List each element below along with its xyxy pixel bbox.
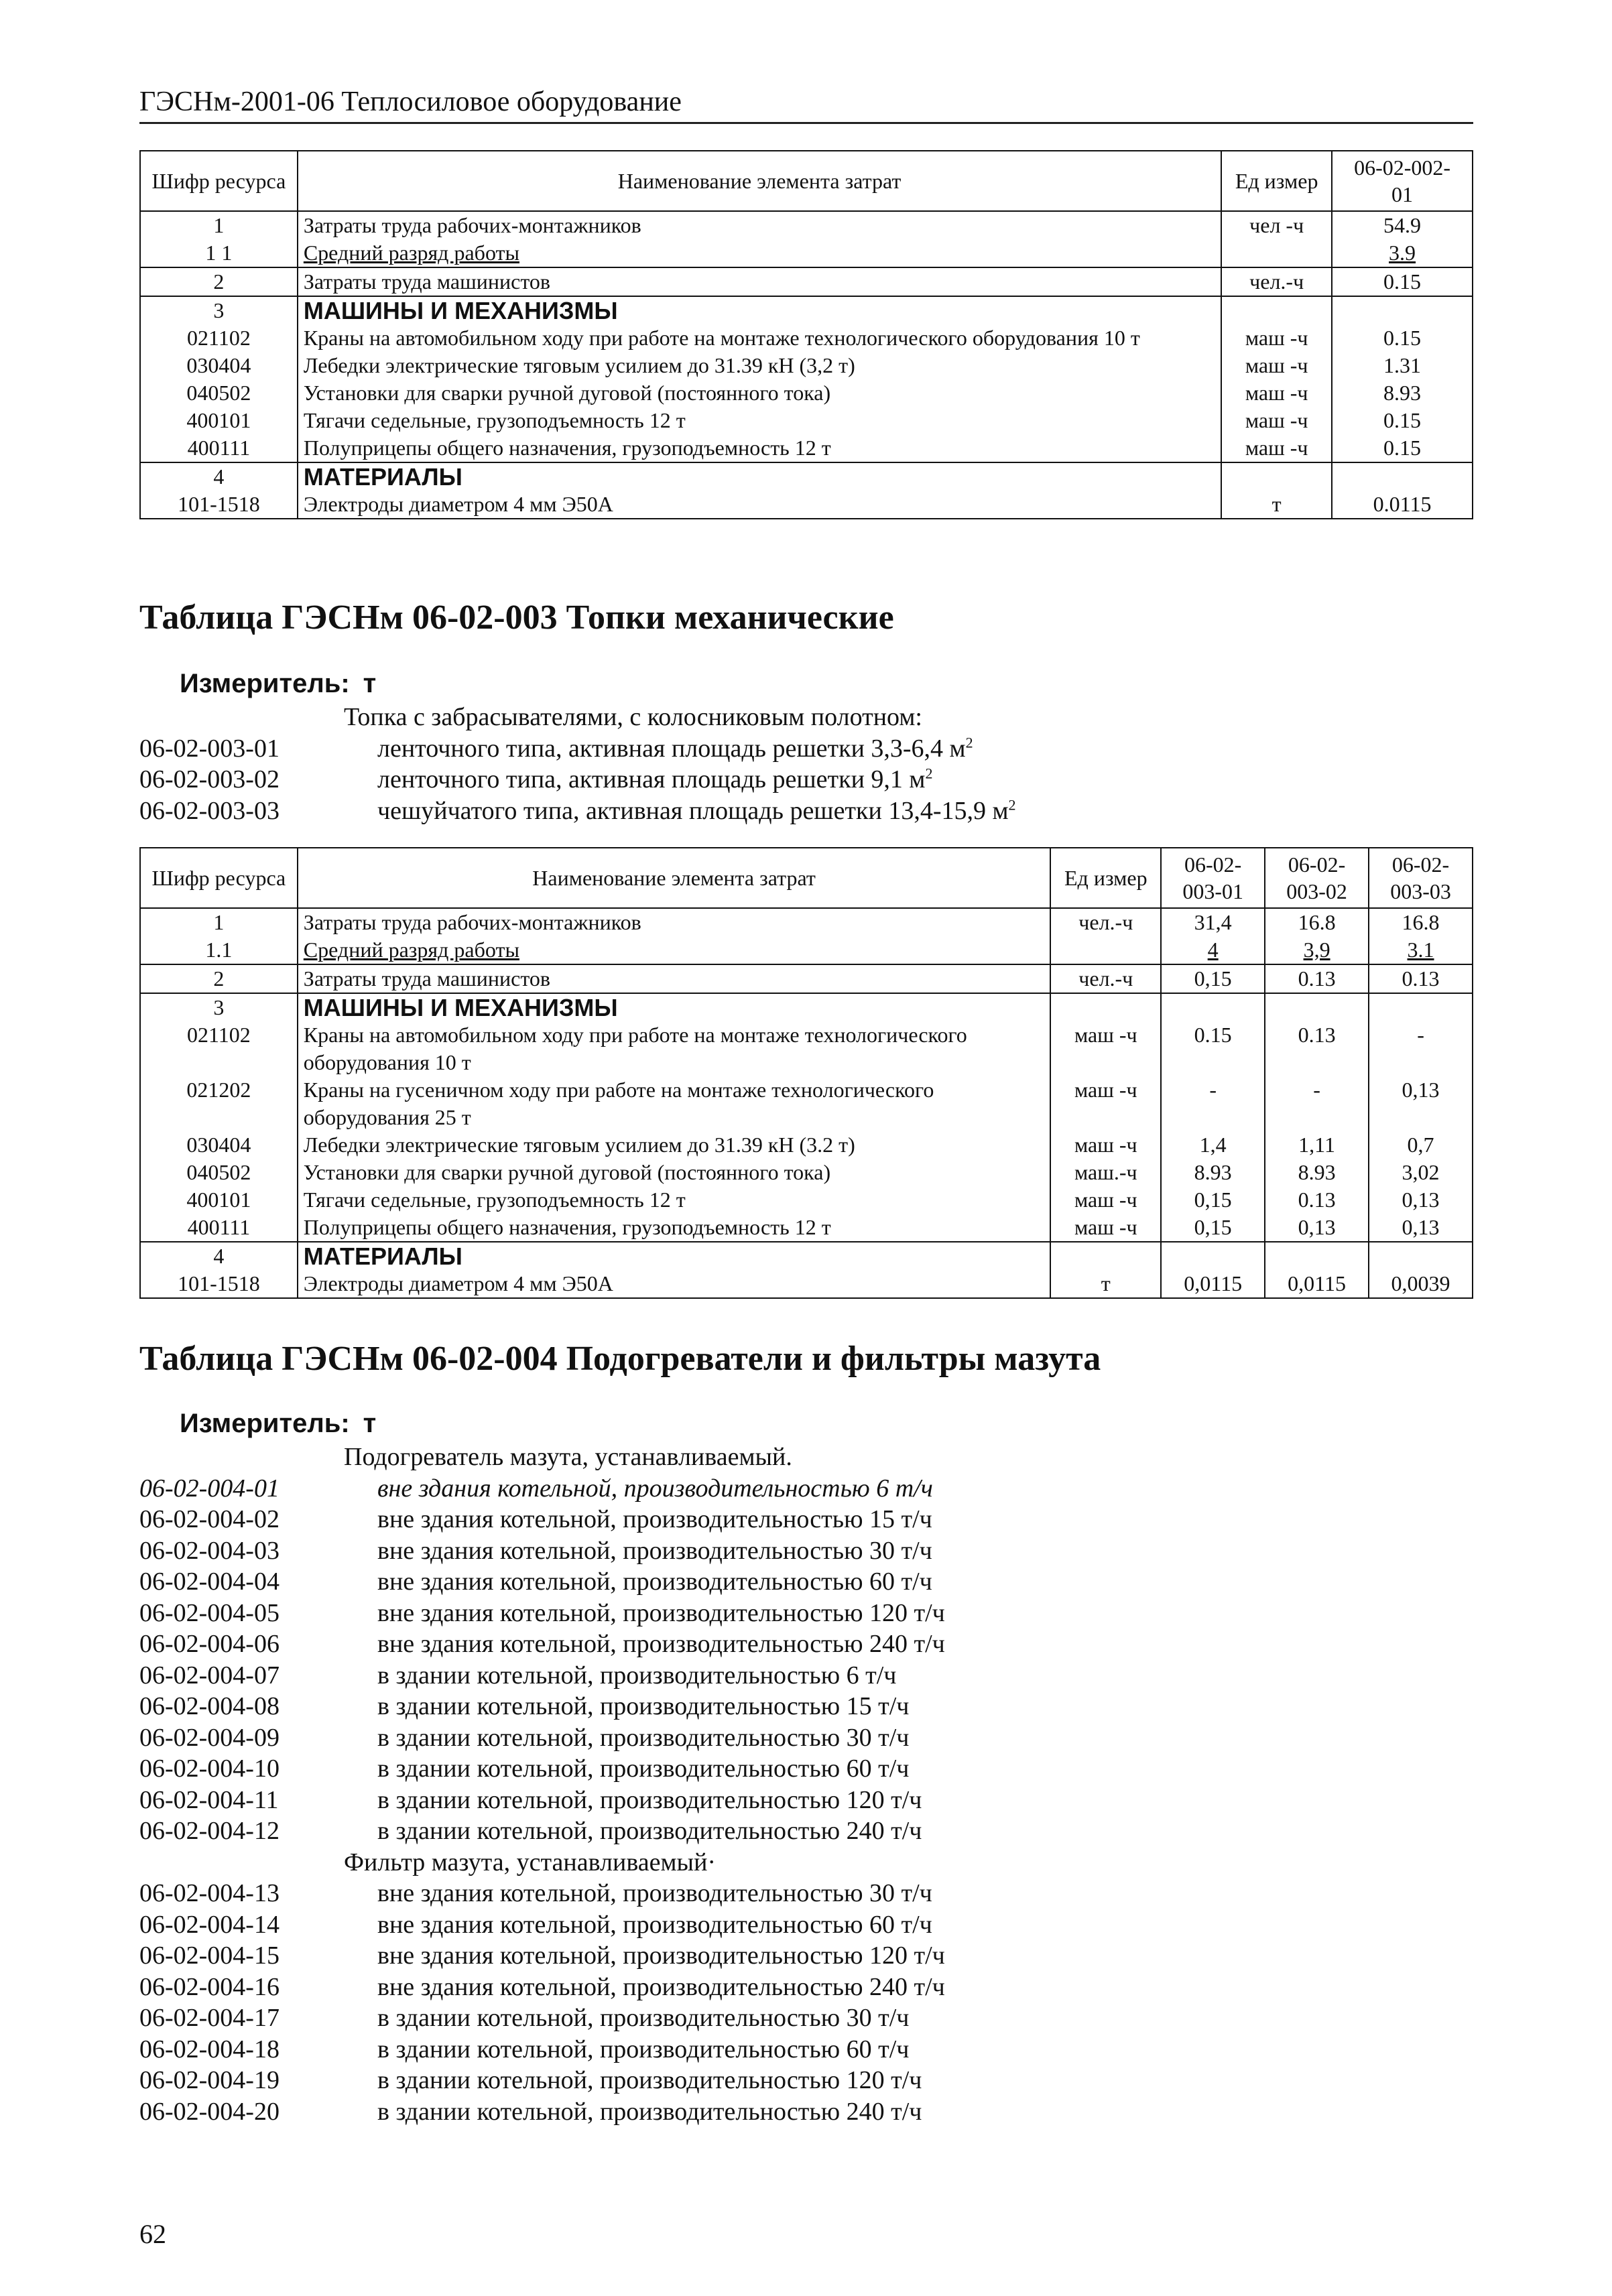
table-row — [140, 1242, 1473, 1270]
row-unit: маш -ч — [1050, 1214, 1161, 1242]
item-code: 06-02-004-06 — [139, 1630, 280, 1658]
row-value-02: 3,9 — [1265, 936, 1369, 964]
row-name: Полуприцепы общего назначения, грузоподъемность 12 т — [298, 1214, 1051, 1242]
row-code: 400111 — [140, 434, 298, 462]
row-code: 3 — [140, 993, 298, 1021]
item-text: вне здания котельной, производительностью 30 т/ч — [377, 1536, 932, 1565]
row-unit: т — [1050, 1270, 1161, 1298]
column-header-name: Наименование элемента затрат — [298, 151, 1221, 211]
table-row — [140, 1270, 1473, 1298]
row-unit — [1221, 462, 1332, 491]
table-row — [140, 1131, 1473, 1159]
row-code: 400111 — [140, 1214, 298, 1242]
row-name: Установки для сварки ручной дуговой (постоянного тока) — [298, 379, 1221, 407]
row-value: 0.15 — [1332, 434, 1473, 462]
item-code: 06-02-004-15 — [139, 1941, 280, 1970]
row-value-01: 0,15 — [1161, 1186, 1265, 1214]
item-code: 06-02-003-03 — [139, 796, 280, 825]
row-name: Лебедки электрические тяговым усилием до 31.39 кН (3,2 т) — [298, 352, 1221, 379]
row-value-02: 0.13 — [1265, 1186, 1369, 1214]
table-row — [140, 993, 1473, 1021]
row-value-03: 0,13 — [1369, 1214, 1473, 1242]
row-unit: маш -ч — [1221, 324, 1332, 352]
header-rule — [139, 122, 1473, 124]
row-value-01: 0.15 — [1161, 1021, 1265, 1076]
item-code: 06-02-004-20 — [139, 2097, 280, 2126]
row-value-03: 3.1 — [1369, 936, 1473, 964]
item-text: в здании котельной, производительностью 15 т/ч — [377, 1692, 910, 1720]
item-code: 06-02-004-18 — [139, 2035, 280, 2063]
table-row — [140, 267, 1473, 296]
row-unit: маш -ч — [1221, 352, 1332, 379]
row-value-02: 1,11 — [1265, 1131, 1369, 1159]
measure-line — [180, 667, 376, 699]
item-code: 06-02-004-16 — [139, 1972, 280, 2001]
row-value-03: 0,13 — [1369, 1186, 1473, 1214]
row-name: Электроды диаметром 4 мм Э50А — [298, 491, 1221, 519]
row-value-01: 0,15 — [1161, 1214, 1265, 1242]
item-code: 06-02-004-13 — [139, 1879, 280, 1907]
column-header-norm: 06-02-002-01 — [1332, 151, 1473, 211]
row-code: 4 — [140, 1242, 298, 1270]
table-row — [140, 1159, 1473, 1186]
group-text: Топка с забрасывателями, с колосниковым полотном: — [344, 703, 922, 731]
row-unit: маш -ч — [1050, 1131, 1161, 1159]
row-value-03: 0,7 — [1369, 1131, 1473, 1159]
row-name: Затраты труда рабочих-монтажников — [298, 908, 1051, 936]
item-text: в здании котельной, производительностью 120 т/ч — [377, 1785, 922, 1814]
item-code: 06-02-004-09 — [139, 1723, 280, 1752]
item-text: чешуйчатого типа, активная площадь решетки 13,4-15,9 м — [377, 796, 1009, 825]
row-code: 021102 — [140, 1021, 298, 1076]
item-sup: 2 — [1008, 795, 1016, 813]
row-unit: маш -ч — [1050, 1186, 1161, 1214]
resource-table-06-02-003 — [139, 847, 1473, 1299]
row-unit: чел.-ч — [1050, 964, 1161, 993]
item-text: в здании котельной, производительностью 6 т/ч — [377, 1661, 897, 1689]
table-row — [140, 1076, 1473, 1131]
row-code: 030404 — [140, 1131, 298, 1159]
row-unit: чел -ч — [1221, 211, 1332, 239]
item-text: в здании котельной, производительностью 240 т/ч — [377, 1817, 922, 1845]
row-unit: маш -ч — [1221, 434, 1332, 462]
table-row — [140, 211, 1473, 239]
row-value: 1.31 — [1332, 352, 1473, 379]
page-number: 62 — [139, 2219, 166, 2249]
table-row — [140, 407, 1473, 434]
row-value-03 — [1369, 1242, 1473, 1270]
row-code: 021202 — [140, 1076, 298, 1131]
row-code: 040502 — [140, 379, 298, 407]
column-header-norm-02: 06-02-003-02 — [1265, 848, 1369, 908]
row-value: 0.15 — [1332, 407, 1473, 434]
measure-label: Измеритель: — [180, 669, 350, 698]
row-name: Установки для сварки ручной дуговой (постоянного тока) — [298, 1159, 1051, 1186]
row-code: 4 — [140, 462, 298, 491]
table-row — [140, 491, 1473, 519]
item-text: вне здания котельной, производительностью 120 т/ч — [377, 1598, 945, 1627]
row-value-02 — [1265, 993, 1369, 1021]
row-value-01: 31,4 — [1161, 908, 1265, 936]
row-name: Средний разряд работы — [298, 936, 1051, 964]
table-row — [140, 1021, 1473, 1076]
group-text: Подогреватель мазута, устанавливаемый. — [344, 1443, 792, 1471]
item-text: вне здания котельной, производительностью 15 т/ч — [377, 1505, 932, 1533]
measure-label: Измеритель: — [180, 1409, 350, 1438]
row-code: 1 1 — [140, 239, 298, 267]
section-heading-machines: МАШИНЫ И МЕХАНИЗМЫ — [298, 296, 1221, 324]
row-unit: чел.-ч — [1221, 267, 1332, 296]
row-unit: маш.-ч — [1050, 1159, 1161, 1186]
row-unit — [1050, 936, 1161, 964]
row-name: Краны на гусеничном ходу при работе на монтаже технологического оборудования 25 т — [298, 1076, 1051, 1131]
table-row — [140, 296, 1473, 324]
row-value: 3.9 — [1332, 239, 1473, 267]
table-row — [140, 462, 1473, 491]
row-value-03: 3,02 — [1369, 1159, 1473, 1186]
column-header-unit: Ед измер — [1050, 848, 1161, 908]
item-code: 06-02-004-05 — [139, 1598, 280, 1627]
row-name: Полуприцепы общего назначения, грузоподъемность 12 т — [298, 434, 1221, 462]
item-code: 06-02-004-03 — [139, 1536, 280, 1565]
row-value-01: 1,4 — [1161, 1131, 1265, 1159]
row-value-01: - — [1161, 1076, 1265, 1131]
row-unit: маш -ч — [1050, 1076, 1161, 1131]
item-code: 06-02-004-19 — [139, 2066, 280, 2094]
item-code: 06-02-004-17 — [139, 2004, 280, 2032]
row-name: Затраты труда рабочих-монтажников — [298, 211, 1221, 239]
table-row — [140, 964, 1473, 993]
row-name: Краны на автомобильном ходу при работе на монтаже технологического оборудования 10 т — [298, 324, 1221, 352]
row-code: 021102 — [140, 324, 298, 352]
column-header-unit: Ед измер — [1221, 151, 1332, 211]
row-value-02: 0.13 — [1265, 1021, 1369, 1076]
row-code: 1 — [140, 211, 298, 239]
item-text: вне здания котельной, производительностью 6 т/ч — [377, 1474, 933, 1503]
row-name: Краны на автомобильном ходу при работе на монтаже технологического оборудования 10 т — [298, 1021, 1051, 1076]
row-unit — [1221, 296, 1332, 324]
row-value-01 — [1161, 1242, 1265, 1270]
item-text: в здании котельной, производительностью 60 т/ч — [377, 1755, 910, 1783]
row-value-03: 0,0039 — [1369, 1270, 1473, 1298]
row-code: 400101 — [140, 1186, 298, 1214]
row-name: Затраты труда машинистов — [298, 964, 1051, 993]
row-unit — [1050, 1242, 1161, 1270]
row-code: 1.1 — [140, 936, 298, 964]
item-code: 06-02-004-01 — [139, 1474, 280, 1503]
measure-unit: т — [363, 669, 377, 698]
item-text: вне здания котельной, производительностью 60 т/ч — [377, 1568, 932, 1596]
row-name: Электроды диаметром 4 мм Э50А — [298, 1270, 1051, 1298]
item-code: 06-02-004-11 — [139, 1785, 279, 1814]
row-unit: маш -ч — [1050, 1021, 1161, 1076]
row-value-01: 4 — [1161, 936, 1265, 964]
table-row — [140, 239, 1473, 267]
row-value-01: 0,15 — [1161, 964, 1265, 993]
measure-unit: т — [363, 1409, 377, 1438]
row-value-02: 0,0115 — [1265, 1270, 1369, 1298]
row-name: Затраты труда машинистов — [298, 267, 1221, 296]
item-code: 06-02-003-02 — [139, 765, 280, 793]
row-value: 0.15 — [1332, 267, 1473, 296]
item-text: вне здания котельной, производительностью 240 т/ч — [377, 1972, 945, 2001]
section-heading-materials: МАТЕРИАЛЫ — [298, 462, 1221, 491]
column-header-name: Наименование элемента затрат — [298, 848, 1051, 908]
row-value-01 — [1161, 993, 1265, 1021]
row-code: 1 — [140, 908, 298, 936]
row-name: Средний разряд работы — [298, 239, 1221, 267]
row-code: 101-1518 — [140, 491, 298, 519]
row-value: 0.0115 — [1332, 491, 1473, 519]
column-header-code: Шифр ресурса — [140, 151, 298, 211]
row-unit — [1050, 993, 1161, 1021]
row-name: Тягачи седельные, грузоподъемность 12 т — [298, 1186, 1051, 1214]
item-text: в здании котельной, производительностью 240 т/ч — [377, 2097, 922, 2126]
row-name: Тягачи седельные, грузоподъемность 12 т — [298, 407, 1221, 434]
table-row — [140, 434, 1473, 462]
row-code: 040502 — [140, 1159, 298, 1186]
row-value-02: 8.93 — [1265, 1159, 1369, 1186]
item-code: 06-02-004-08 — [139, 1692, 280, 1720]
table-row — [140, 1186, 1473, 1214]
item-code: 06-02-004-04 — [139, 1568, 280, 1596]
item-text: в здании котельной, производительностью 30 т/ч — [377, 2004, 910, 2032]
row-unit: маш -ч — [1221, 379, 1332, 407]
row-value-03: 0.13 — [1369, 964, 1473, 993]
item-text: вне здания котельной, производительностью 60 т/ч — [377, 1910, 932, 1939]
row-code: 2 — [140, 267, 298, 296]
row-value-02: - — [1265, 1076, 1369, 1131]
item-code: 06-02-004-14 — [139, 1910, 280, 1939]
column-header-code: Шифр ресурса — [140, 848, 298, 908]
item-text: вне здания котельной, производительностью 30 т/ч — [377, 1879, 932, 1907]
row-value: 8.93 — [1332, 379, 1473, 407]
row-value: 54.9 — [1332, 211, 1473, 239]
row-value-02: 0,13 — [1265, 1214, 1369, 1242]
measure-line — [180, 1407, 376, 1439]
row-unit — [1221, 239, 1332, 267]
item-sup: 2 — [925, 765, 933, 782]
row-value-01: 8.93 — [1161, 1159, 1265, 1186]
section-heading-machines: МАШИНЫ И МЕХАНИЗМЫ — [298, 993, 1051, 1021]
row-unit: т — [1221, 491, 1332, 519]
table-row — [140, 324, 1473, 352]
row-name: Лебедки электрические тяговым усилием до 31.39 кН (3.2 т) — [298, 1131, 1051, 1159]
item-text: в здании котельной, производительностью 30 т/ч — [377, 1723, 910, 1752]
column-header-norm-01: 06-02-003-01 — [1161, 848, 1265, 908]
item-code: 06-02-004-07 — [139, 1661, 280, 1689]
row-code: 3 — [140, 296, 298, 324]
row-value — [1332, 462, 1473, 491]
item-text: вне здания котельной, производительностью 240 т/ч — [377, 1630, 945, 1658]
table-row — [140, 352, 1473, 379]
section-heading-materials: МАТЕРИАЛЫ — [298, 1242, 1051, 1270]
row-value-02: 16.8 — [1265, 908, 1369, 936]
item-code: 06-02-004-10 — [139, 1755, 280, 1783]
table-row — [140, 379, 1473, 407]
row-value-03 — [1369, 993, 1473, 1021]
group-text: Фильтр мазута, устанавливаемый· — [344, 1848, 717, 1876]
row-value-02 — [1265, 1242, 1369, 1270]
row-value-01: 0,0115 — [1161, 1270, 1265, 1298]
running-header: ГЭСНм-2001-06 Теплосиловое оборудование — [139, 86, 682, 117]
row-value: 0.15 — [1332, 324, 1473, 352]
resource-table-06-02-002 — [139, 150, 1473, 519]
section-title-06-02-003: Таблица ГЭСНм 06-02-003 Топки механические — [139, 598, 894, 637]
item-text: ленточного типа, активная площадь решетки 3,3-6,4 м — [377, 734, 966, 763]
item-sup: 2 — [965, 733, 973, 751]
row-code: 2 — [140, 964, 298, 993]
row-code: 400101 — [140, 407, 298, 434]
section-title-06-02-004: Таблица ГЭСНм 06-02-004 Подогреватели и фильтры мазута — [139, 1340, 1101, 1378]
row-value-03: - — [1369, 1021, 1473, 1076]
row-unit: маш -ч — [1221, 407, 1332, 434]
row-value-03: 0,13 — [1369, 1076, 1473, 1131]
item-text: вне здания котельной, производительностью 120 т/ч — [377, 1941, 945, 1970]
row-value-03: 16.8 — [1369, 908, 1473, 936]
table-row — [140, 908, 1473, 936]
item-code: 06-02-004-12 — [139, 1817, 280, 1845]
table-row — [140, 1214, 1473, 1242]
row-code: 101-1518 — [140, 1270, 298, 1298]
table-row — [140, 936, 1473, 964]
item-text: ленточного типа, активная площадь решетки 9,1 м — [377, 765, 926, 793]
item-text: в здании котельной, производительностью 120 т/ч — [377, 2066, 922, 2094]
item-text: в здании котельной, производительностью 60 т/ч — [377, 2035, 910, 2063]
column-header-norm-03: 06-02-003-03 — [1369, 848, 1473, 908]
item-code: 06-02-003-01 — [139, 734, 280, 763]
row-unit: чел.-ч — [1050, 908, 1161, 936]
row-code: 030404 — [140, 352, 298, 379]
row-value — [1332, 296, 1473, 324]
item-code: 06-02-004-02 — [139, 1505, 280, 1533]
row-value-02: 0.13 — [1265, 964, 1369, 993]
